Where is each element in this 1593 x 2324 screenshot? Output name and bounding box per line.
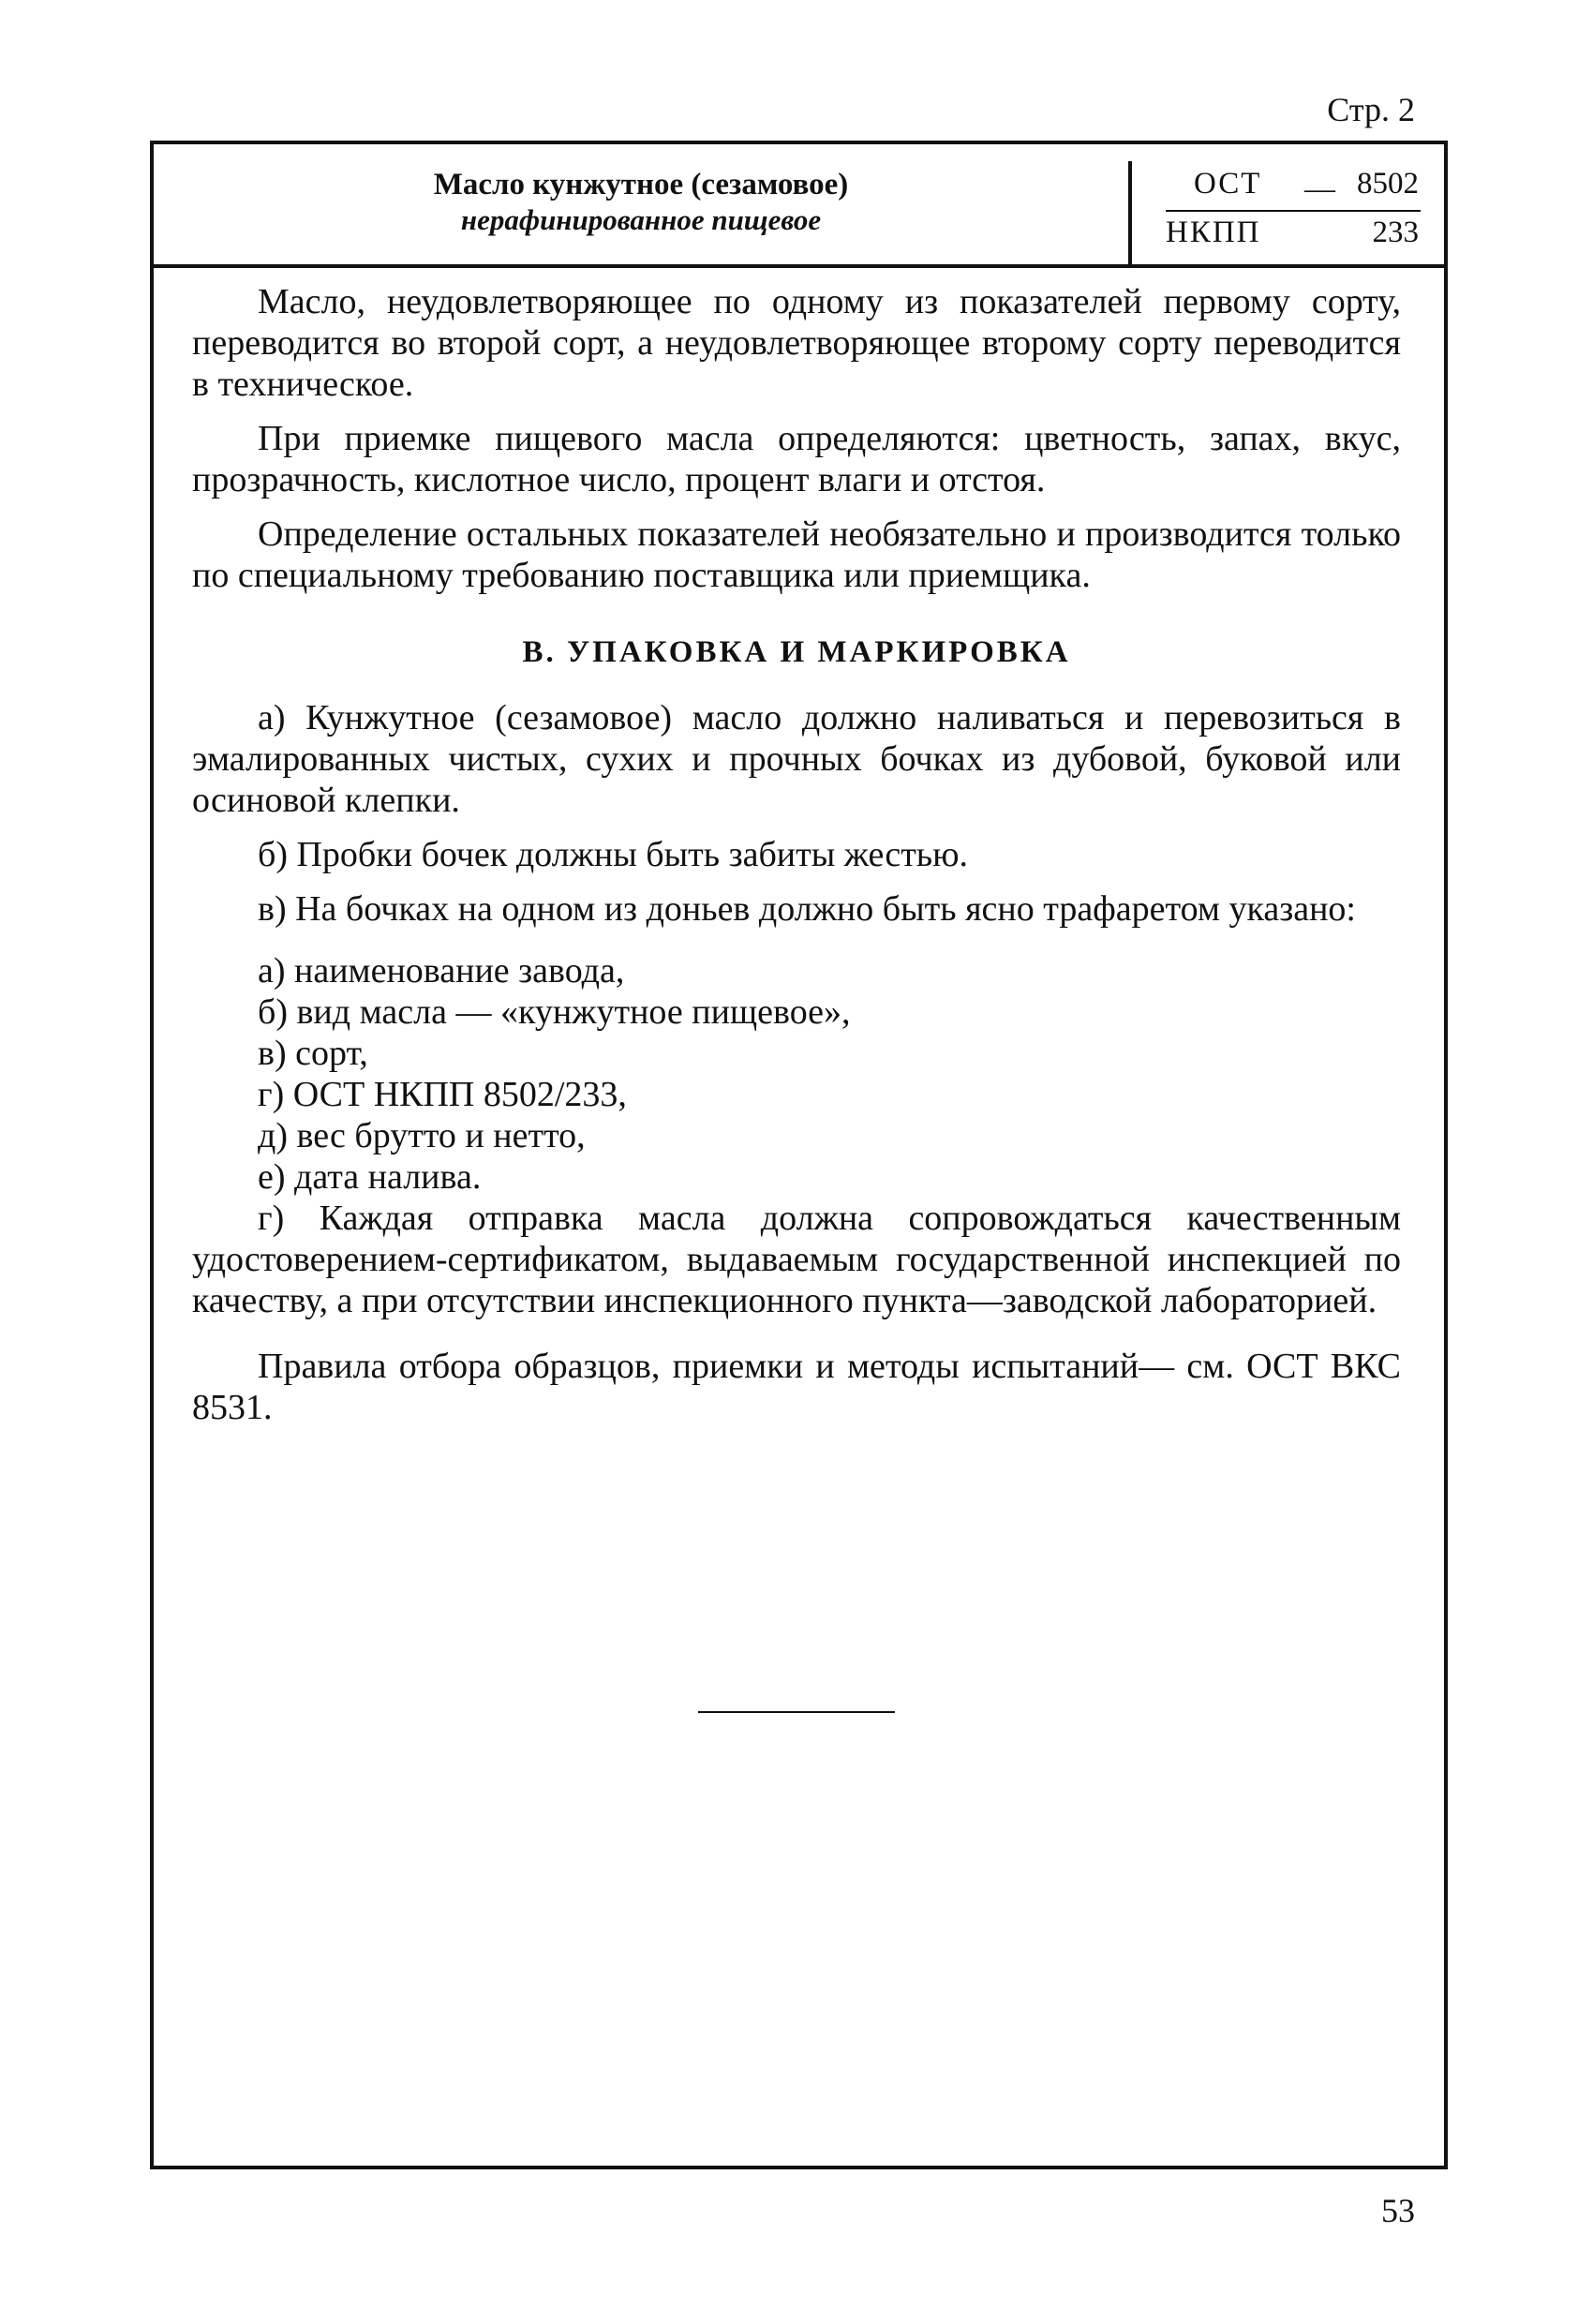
list-item: д) вес брутто и нетто,: [258, 1116, 586, 1155]
standard-designation: [1147, 163, 1437, 257]
standard-number-top: 8502: [1357, 167, 1419, 201]
document-header: [154, 144, 1444, 268]
header-title-line2: нерафинированное пищевое: [460, 203, 822, 236]
paragraph-acceptance: При приемке пищевого масла определяются: цветность, запах, вкус, прозрачность, кислотное число, процент влаги и отстоя.: [192, 419, 1401, 499]
paragraph-certificate: г) Каждая отправка масла должна сопровождаться качественным удостоверением-сертификатом, выдаваемым государственной инспекцией по качеству, а при отсутствии инспекционного пункта—заводской лабораторией.: [192, 1199, 1401, 1320]
paragraph-packing-c: в) На бочках на одном из доньев должно быть ясно трафаретом указано:: [258, 889, 1356, 929]
paragraph-other-indicators: Определение остальных показателей необязательно и производится только по специальному требованию поставщика или приемщика.: [192, 514, 1401, 595]
fraction-line: [1166, 210, 1421, 212]
header-title: [154, 167, 1128, 238]
list-item: в) сорт,: [258, 1034, 368, 1073]
header-divider: [1128, 161, 1132, 268]
standard-top: ОСТ: [1194, 167, 1262, 201]
marking-list: [192, 950, 1401, 1198]
header-title-line1: Масло кунжутное (сезамовое): [433, 168, 849, 201]
list-item: б) вид масла — «кунжутное пищевое»,: [258, 992, 851, 1032]
list-item: а) наименование завода,: [258, 951, 625, 991]
standard-dash: —: [1304, 172, 1335, 206]
page-number-bottom: 53: [1381, 2192, 1415, 2229]
document-body: [192, 281, 1401, 1441]
list-item: е) дата налива.: [258, 1157, 482, 1197]
paragraph-packing-b: б) Пробки бочек должны быть забиты жестью.: [258, 835, 969, 874]
paragraph-grade-transfer: Масло, неудовлетворяющее по одному из показателей первому сорту, переводится во второй сорт, а неудовлетворяющее второму сорту переводится в техническое.: [192, 282, 1401, 404]
end-separator: [698, 1711, 895, 1713]
list-item: г) ОСТ НКПП 8502/233,: [258, 1075, 627, 1114]
section-title: В. УПАКОВКА И МАРКИРОВКА: [522, 635, 1071, 669]
standard-number-bottom: 233: [1372, 216, 1419, 249]
paragraph-rules: Правила отбора образцов, приемки и методы испытаний— см. ОСТ ВКС 8531.: [192, 1347, 1401, 1427]
standard-bottom: НКПП: [1166, 216, 1261, 249]
paragraph-packing-a: а) Кунжутное (сезамовое) масло должно наливаться и перевозиться в эмалированных чистых, сухих и прочных бочках из дубовой, буковой или осиновой клепки.: [192, 698, 1401, 820]
page-label-top: Стр. 2: [1327, 91, 1415, 128]
